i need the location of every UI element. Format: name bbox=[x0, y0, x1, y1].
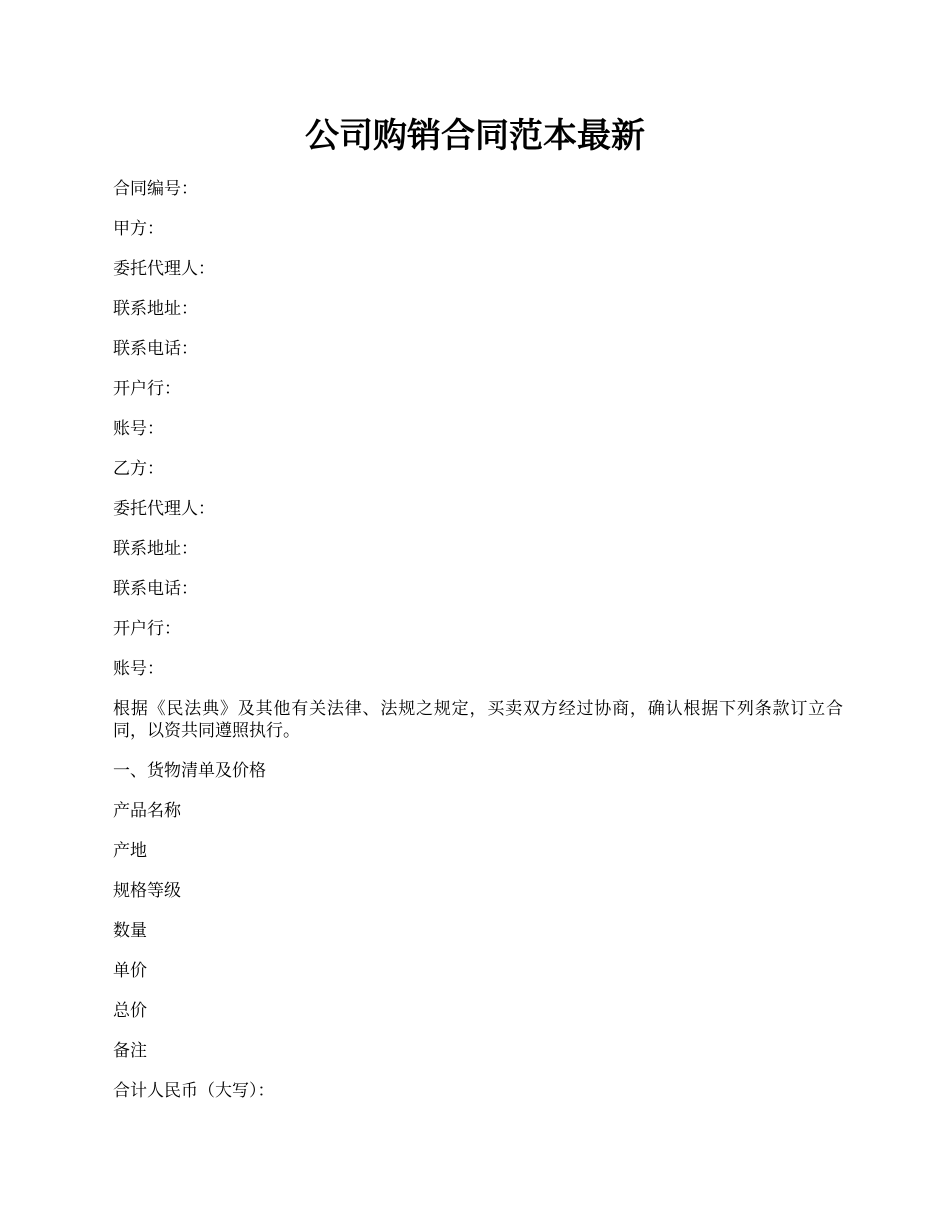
party-b-phone-label: 联系电话： bbox=[113, 579, 198, 599]
section-1-heading: 一、货物清单及价格 bbox=[113, 761, 266, 781]
goods-field-spec-grade: 规格等级 bbox=[113, 881, 181, 901]
party-b-address-label: 联系地址： bbox=[113, 539, 198, 559]
party-a-label: 甲方： bbox=[113, 219, 164, 239]
party-a-bank-label: 开户行： bbox=[113, 379, 181, 399]
party-a-agent-label: 委托代理人： bbox=[113, 259, 215, 279]
party-a-address-label: 联系地址： bbox=[113, 299, 198, 319]
contract-number-label: 合同编号： bbox=[113, 179, 198, 199]
document-title: 公司购销合同范本最新 bbox=[305, 116, 645, 156]
party-a-phone-label: 联系电话： bbox=[113, 339, 198, 359]
goods-field-product-name: 产品名称 bbox=[113, 801, 181, 821]
party-b-account-label: 账号： bbox=[113, 659, 164, 679]
goods-field-unit-price: 单价 bbox=[113, 961, 147, 981]
goods-field-total-price: 总价 bbox=[113, 1001, 147, 1021]
goods-field-origin: 产地 bbox=[113, 841, 147, 861]
party-b-bank-label: 开户行： bbox=[113, 619, 181, 639]
goods-field-remarks: 备注 bbox=[113, 1041, 147, 1061]
preamble-paragraph: 根据《民法典》及其他有关法律、法规之规定，买卖双方经过协商，确认根据下列条款订立合同，以资共同遵照执行。 bbox=[113, 699, 843, 741]
party-b-label: 乙方： bbox=[113, 459, 164, 479]
contract-body bbox=[113, 178, 843, 1120]
goods-field-quantity: 数量 bbox=[113, 921, 147, 941]
total-rmb-label: 合计人民币（大写）： bbox=[113, 1081, 275, 1101]
party-b-agent-label: 委托代理人： bbox=[113, 499, 215, 519]
party-a-account-label: 账号： bbox=[113, 419, 164, 439]
